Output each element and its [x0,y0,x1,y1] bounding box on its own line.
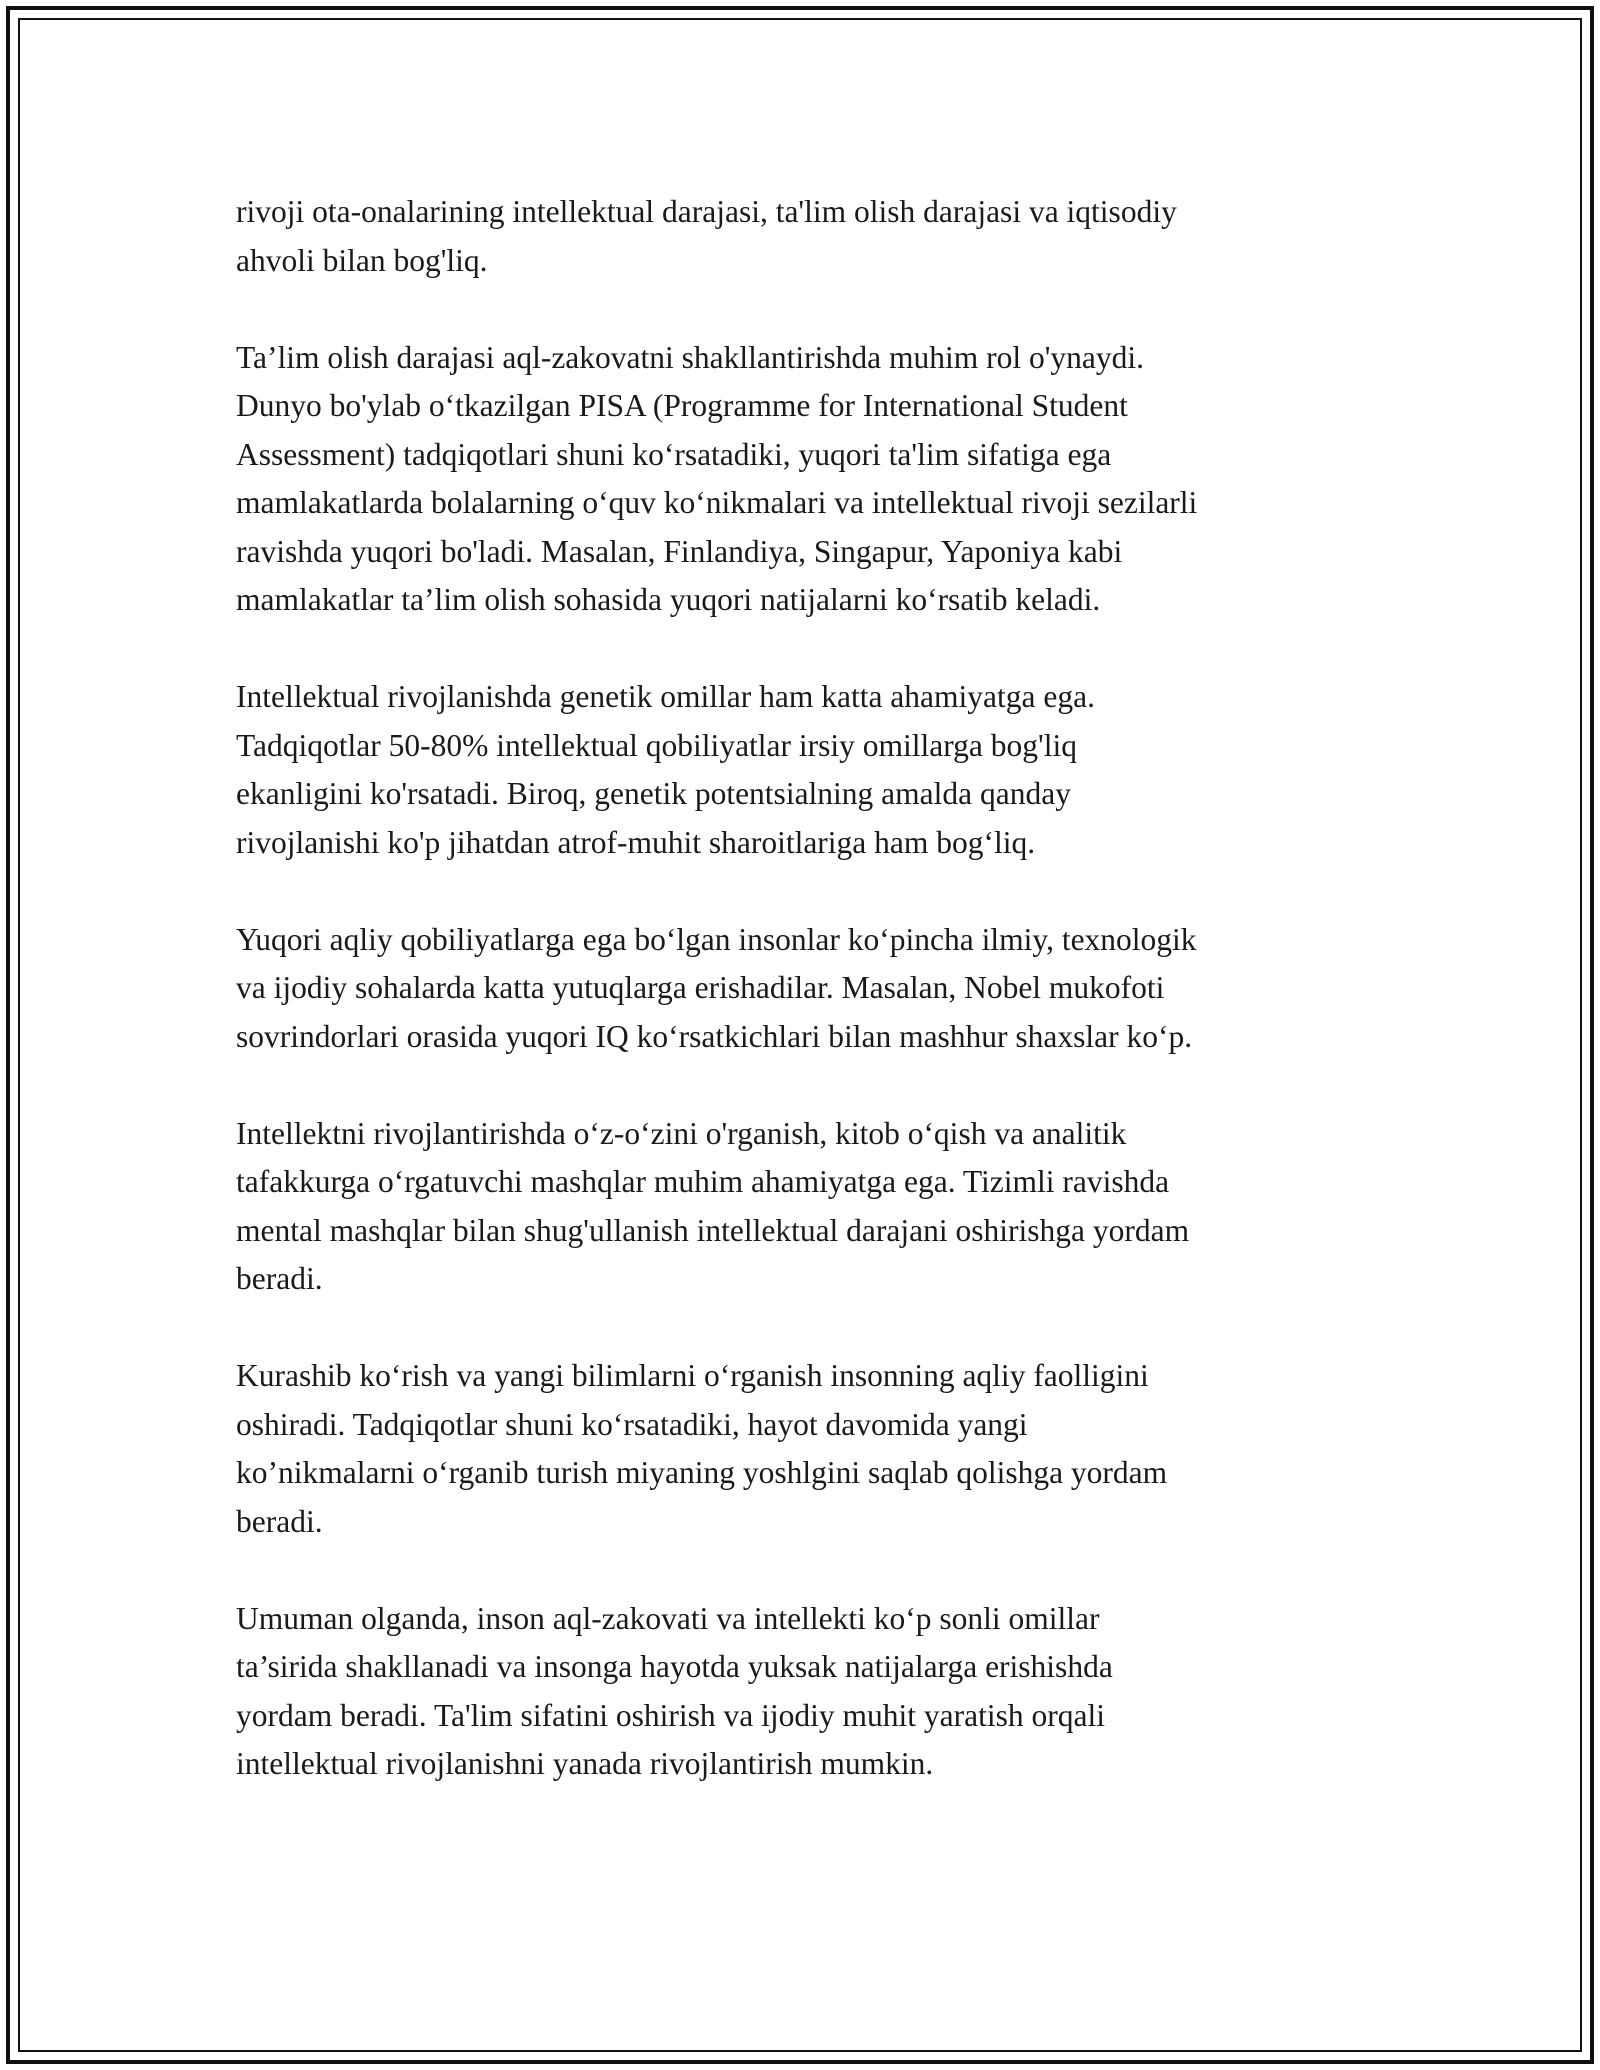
paragraph-1: rivoji ota-onalarining intellektual darajasi, ta'lim olish darajasi va iqtisodiy ahvoli bilan bog'liq. [236,194,1177,278]
paragraph-4: Yuqori aqliy qobiliyatlarga ega bo‘lgan insonlar ko‘pincha ilmiy, texnologik va ijodiy sohalarda katta yutuqlarga erishadilar. Masalan, Nobel mukofoti sovrindorlari orasida yuqori IQ ko‘rsatkichlari bilan mashhur shaxslar ko‘p. [236,921,1197,1054]
paragraph-5: Intellektni rivojlantirishda o‘z-o‘zini o'rganish, kitob o‘qish va analitik tafakkurga o‘rgatuvchi mashqlar muhim ahamiyatga ega. Tizimli ravishda mental mashqlar bilan shug'ullanish intellektual darajani oshirishga yordam beradi. [236,1115,1190,1296]
paragraph-7: Umuman olganda, inson aql-zakovati va intellekti ko‘p sonli omillar ta’sirida shakllanadi va insonga hayotda yuksak natijalarga erishishda yordam beradi. Ta'lim sifatini oshirish va ijodiy muhit yaratish orqali intellektual rivojlanishni yanada rivojlantirish mumkin. [236,1600,1113,1781]
document-body [236,188,1376,1837]
paragraph-3: Intellektual rivojlanishda genetik omillar ham katta ahamiyatga ega. Tadqiqotlar 50-80% intellektual qobiliyatlar irsiy omillarga bog'liq ekanligini ko'rsatadi. Biroq, genetik potentsialning amalda qanday rivojlanishi ko'p jihatdan atrof-muhit sharoitlariga ham bog‘liq. [236,679,1095,860]
paragraph-2: Ta’lim olish darajasi aql-zakovatni shakllantirishda muhim rol o'ynaydi. Dunyo bo'ylab o‘tkazilgan PISA (Programme for International Student Assessment) tadqiqotlari shuni ko‘rsatadiki, yuqori ta'lim sifatiga ega mamlakatlarda bolalarning o‘quv ko‘nikmalari va intellektual rivoji sezilarli ravishda yuqori bo'ladi. Masalan, Finlandiya, Singapur, Yaponiya kabi mamlakatlar ta’lim olish sohasida yuqori natijalarni ko‘rsatib keladi. [236,339,1198,617]
paragraph-6: Kurashib ko‘rish va yangi bilimlarni o‘rganish insonning aqliy faolligini oshiradi. Tadqiqotlar shuni ko‘rsatadiki, hayot davomida yangi ko’nikmalarni o‘rganib turish miyaning yoshlgini saqlab qolishga yordam beradi. [236,1358,1168,1539]
